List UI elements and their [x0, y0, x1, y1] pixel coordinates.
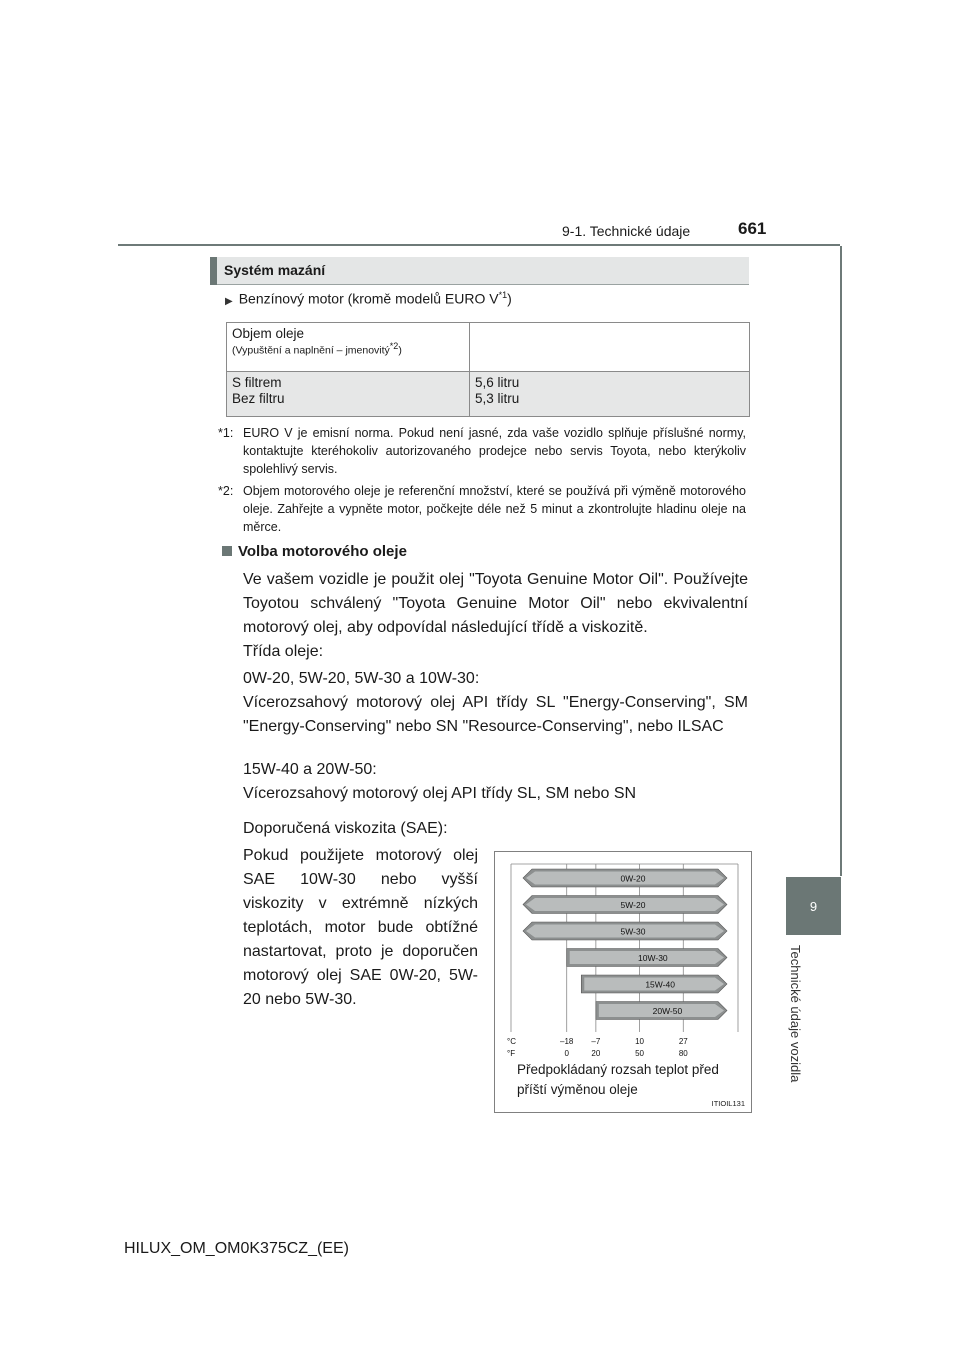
viscosity-band-label: 0W-20 [620, 873, 646, 884]
footnote-ref-2[interactable]: *2 [389, 341, 399, 351]
tick-label-fahrenheit: 80 [678, 1049, 688, 1058]
footnote-mark: *2: [218, 484, 234, 498]
paragraph-oil-class: Třída oleje: [243, 643, 324, 660]
viscosity-band-label: 10W-30 [638, 953, 668, 963]
table-header-row [227, 323, 750, 372]
paragraph-grade-group-1: 0W-20, 5W-20, 5W-30 a 10W-30: [243, 670, 480, 687]
subsection-title: Volba motorového oleje [222, 543, 407, 560]
paragraph-grade-group-2: 15W-40 a 20W-50: [243, 761, 377, 778]
engine-bullet-text: Benzínový motor (kromě modelů EURO V [238, 290, 499, 307]
chapter-tab-label: Technické údaje vozidla [788, 945, 803, 1083]
viscosity-band-label: 5W-20 [620, 900, 646, 910]
footnote-text: EURO V je emisní norma. Pokud není jasné, zda vaše vozidlo splňuje příslušné normy, kontaktujte kteréhokoliv autorizovaného prodejce nebo servis Toyota, nebo kterýkoliv spolehlivý servis. [243, 426, 746, 476]
oil-capacity-sublabel: (Vypuštění a naplnění – jmenovitý$^{*2}$) [232, 341, 402, 357]
tick-label-fahrenheit: 20 [591, 1049, 601, 1058]
triangle-bullet-icon: ▶ [225, 295, 233, 307]
table-row [227, 372, 750, 417]
axis-unit-celsius: °C [507, 1037, 516, 1046]
tick-label-celsius: –18 [560, 1037, 574, 1046]
figure-code: ITIOIL131 [711, 1099, 745, 1108]
viscosity-chart-figure [494, 851, 752, 1113]
tick-label-celsius: 27 [678, 1037, 688, 1046]
footer-code: HILUX_OM_OM0K375CZ_(EE) [124, 1240, 349, 1257]
viscosity-band-label: 15W-40 [645, 979, 675, 990]
paragraph-intro: Ve vašem vozidle je použit olej "Toyota Genuine Motor Oil". Používejte Toyotou schválený "Toyota Genuine Motor Oil" nebo ekvivalentní motorový olej, aby odpovídal následující třídě a viskozitě. [243, 571, 748, 636]
section-accent [210, 257, 217, 285]
engine-bullet-close: ) [507, 290, 512, 307]
oil-capacity-label: Objem oleje [232, 326, 305, 341]
section-title-bar [210, 257, 749, 285]
chapter-tab[interactable]: 9 [786, 877, 841, 935]
paragraph-grade-group-2-desc: Vícerozsahový motorový olej API třídy SL, SM nebo SN [243, 785, 637, 802]
square-bullet-icon [222, 546, 232, 556]
table-header-cell [227, 323, 470, 372]
row-label: Bez filtru [232, 391, 285, 406]
viscosity-band-label: 5W-30 [620, 926, 646, 937]
table-value-cell [470, 372, 750, 417]
paragraph-grade-group-1-desc: Vícerozsahový motorový olej API třídy SL "Energy-Conserving", SM "Energy-Conserving" nebo SN "Resource-Conserving", nebo ILSAC [243, 694, 748, 735]
row-value: 5,6 litru [475, 375, 520, 390]
table-header-empty [470, 323, 750, 372]
tick-label-celsius: –7 [591, 1037, 601, 1046]
side-rule [840, 246, 842, 876]
tick-label-fahrenheit: 50 [635, 1049, 645, 1058]
footnote-ref-1[interactable]: *1 [498, 290, 508, 300]
footnote-2 [218, 482, 746, 536]
footnote-mark: *1: [218, 426, 234, 440]
tick-label-fahrenheit: 0 [564, 1049, 569, 1058]
section-title: Systém mazání [224, 262, 326, 278]
table-label-cell [227, 372, 470, 417]
footnote-1 [218, 424, 746, 478]
figure-caption: Předpokládaný rozsah teplot před příští výměnou oleje [517, 1062, 719, 1097]
paragraph-cold-start: Pokud použijete motorový olej SAE 10W-30 nebo vyšší viskozity v extrémně nízkých teplotách, motor bude obtížné nastartovat, proto je doporučen motorový olej SAE 0W-20, 5W-20 nebo 5W-30. [243, 847, 478, 1008]
viscosity-band-label: 20W-50 [652, 1006, 683, 1016]
tick-label-celsius: 10 [635, 1037, 645, 1046]
running-header-section: 9-1. Technické údaje [562, 223, 691, 239]
paragraph-viscosity: Doporučená viskozita (SAE): [243, 820, 448, 837]
header-rule [118, 244, 840, 246]
page-number: 661 [738, 219, 767, 238]
oil-capacity-table [226, 322, 750, 417]
axis-unit-fahrenheit: °F [507, 1049, 516, 1058]
row-label: S filtrem [232, 375, 282, 390]
engine-bullet [225, 290, 512, 307]
row-value: 5,3 litru [475, 391, 520, 406]
footnote-text: Objem motorového oleje je referenční množství, které se používá při výměně motorového oleje. Zahřejte a vypněte motor, počkejte déle než 5 minut a zkontrolujte hladinu oleje na měrce. [243, 484, 746, 534]
